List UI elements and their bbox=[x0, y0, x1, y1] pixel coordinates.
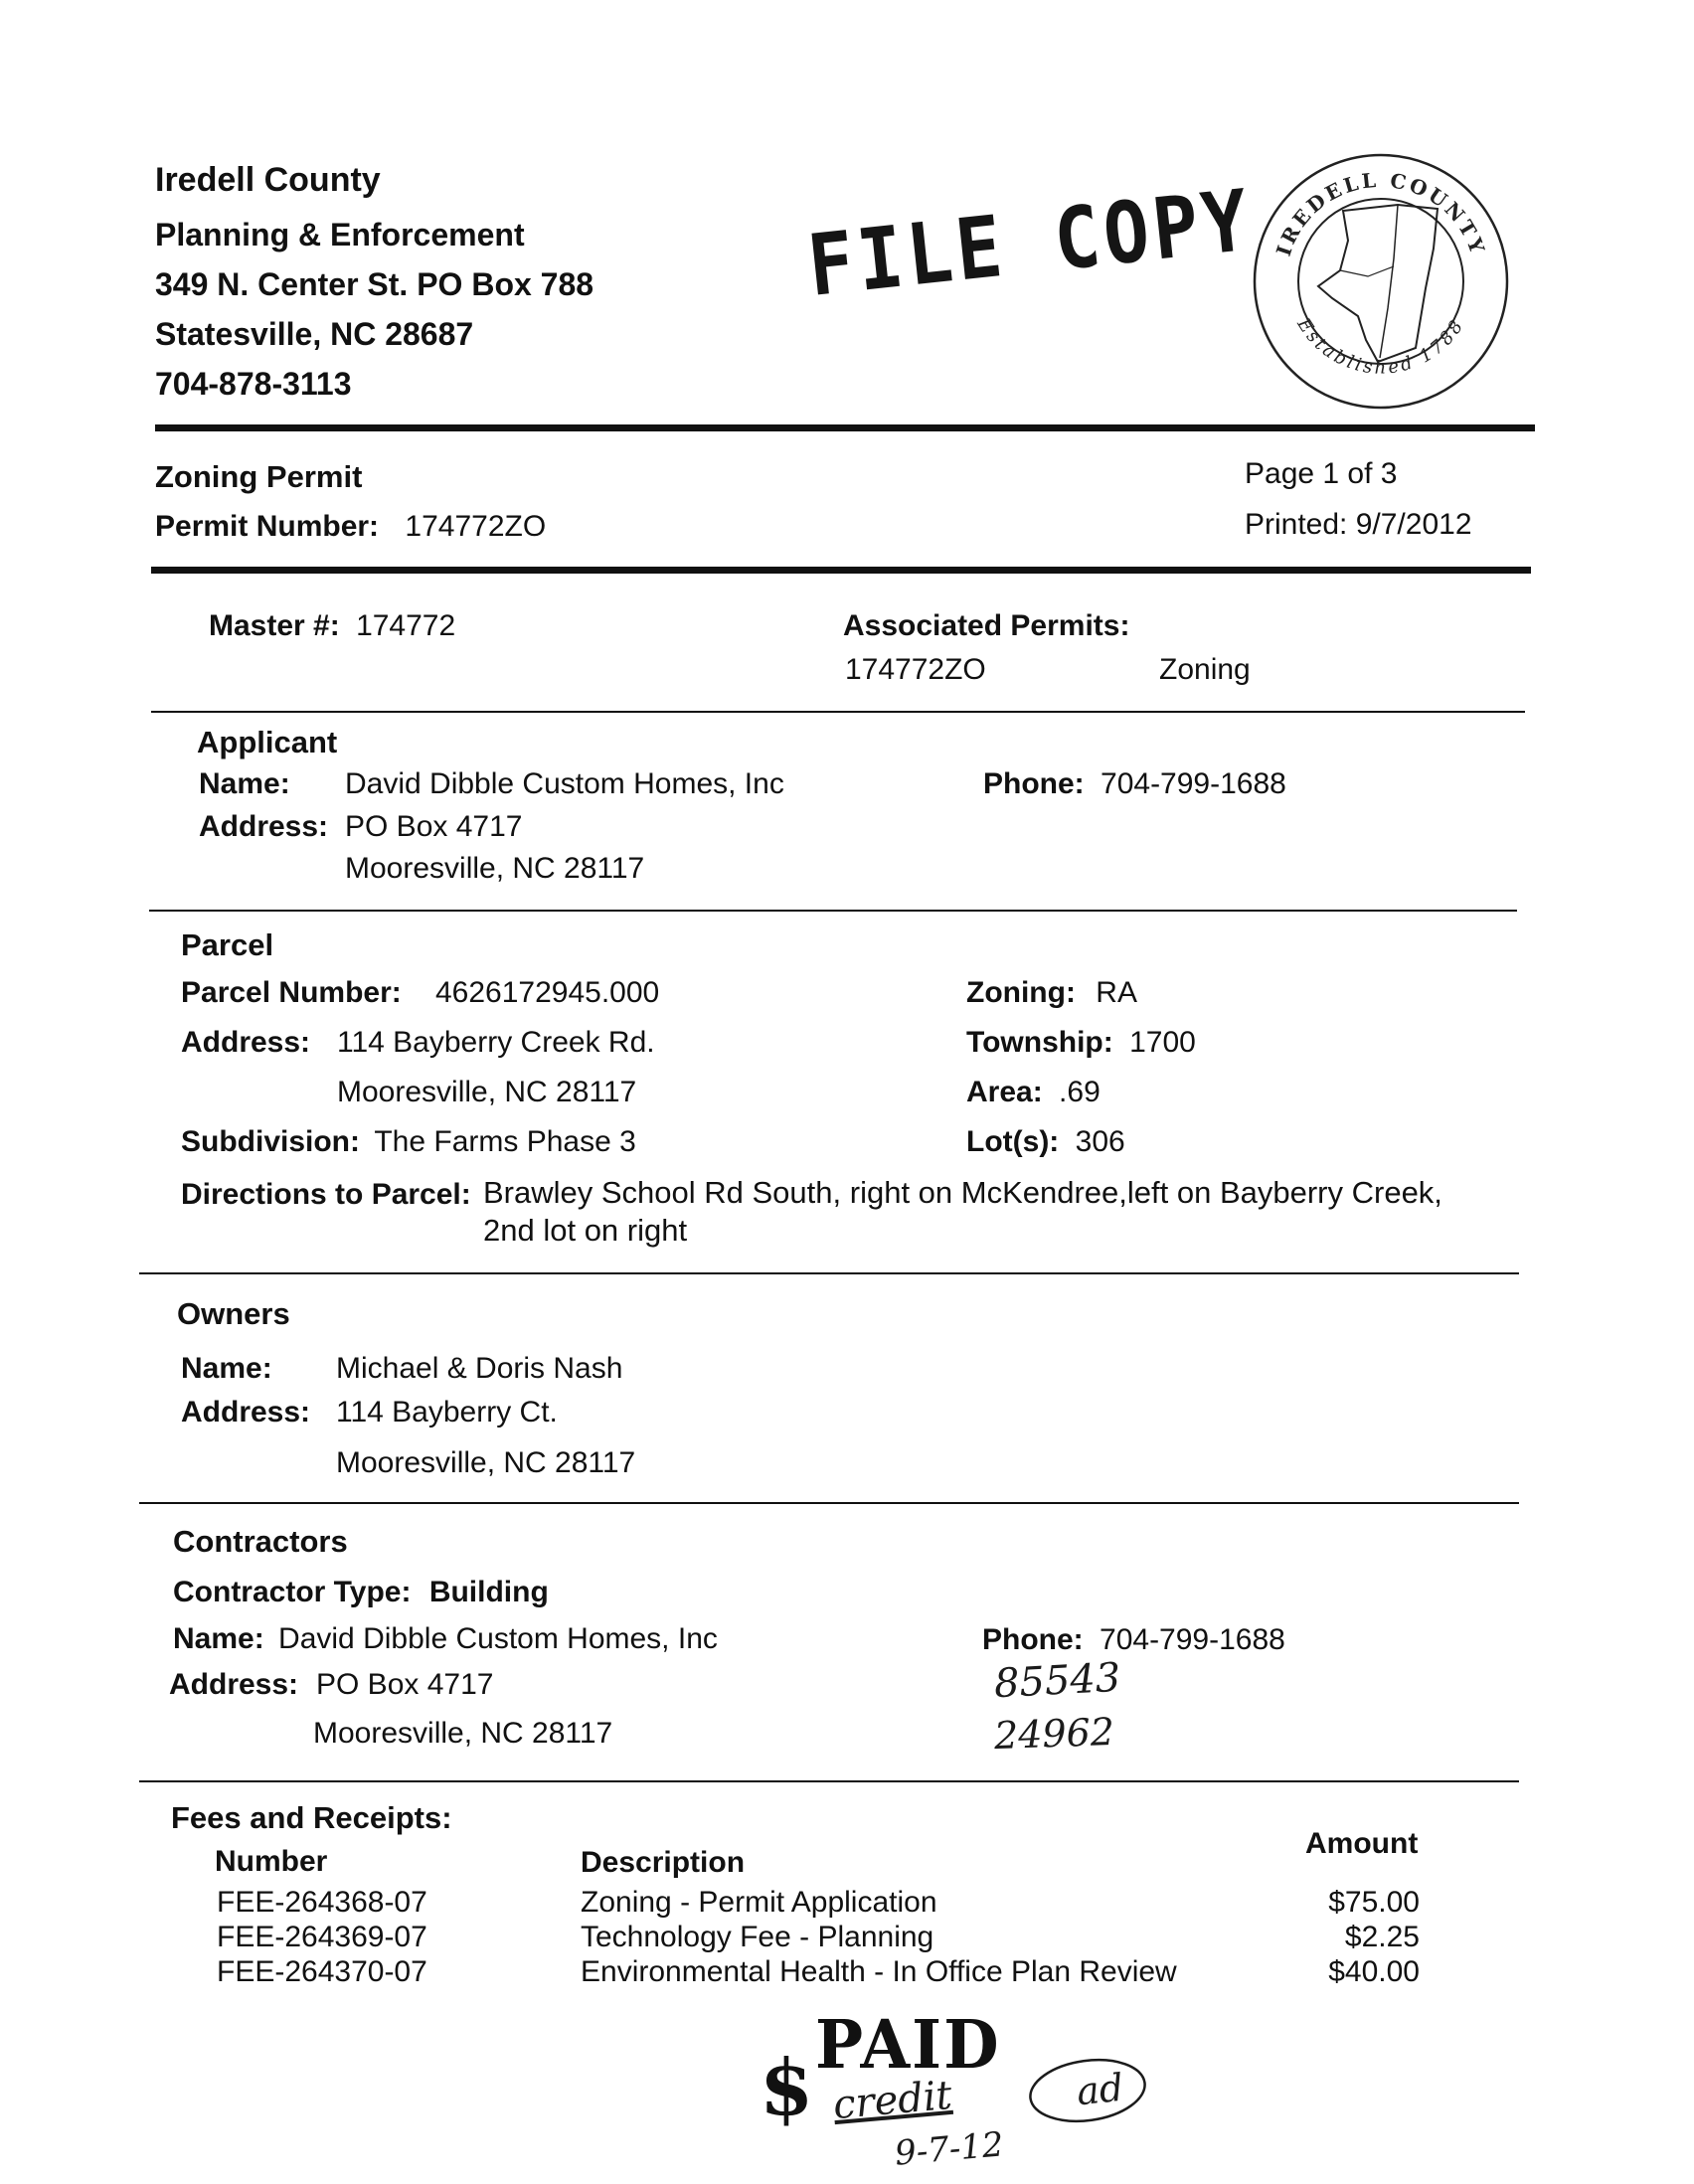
contractor-name-row bbox=[173, 1622, 718, 1656]
org-street: 349 N. Center St. PO Box 788 bbox=[155, 266, 594, 302]
owners-heading: Owners bbox=[177, 1296, 290, 1331]
contractor-address-label: Address: bbox=[169, 1668, 299, 1701]
department: Planning & Enforcement bbox=[155, 217, 525, 252]
fees-col-amount: Amount bbox=[1305, 1827, 1419, 1860]
township-row bbox=[966, 1026, 1196, 1060]
parcel-number: 4626172945.000 bbox=[435, 976, 660, 1009]
lots-label: Lot(s): bbox=[966, 1125, 1060, 1158]
org-name: Iredell County bbox=[155, 161, 381, 199]
seal-bottom-text: Established 1788 bbox=[1292, 314, 1469, 379]
county-seal-icon bbox=[1249, 149, 1513, 414]
contractor-phone-label: Phone: bbox=[982, 1623, 1084, 1656]
applicant-address-label: Address: bbox=[199, 810, 329, 843]
zoning-value: RA bbox=[1096, 976, 1137, 1009]
paid-initials: ad bbox=[1074, 2065, 1126, 2114]
handwritten-note-2: 24962 bbox=[993, 1709, 1115, 1759]
paid-date: 9-7-12 bbox=[893, 2124, 1006, 2174]
paid-word: PAID bbox=[815, 2006, 1001, 2085]
zoning-label: Zoning: bbox=[966, 976, 1076, 1009]
township-label: Township: bbox=[966, 1026, 1113, 1059]
parcel-address-label: Address: bbox=[181, 1026, 311, 1059]
owner-name: Michael & Doris Nash bbox=[336, 1352, 623, 1385]
contractor-name-label: Name: bbox=[173, 1622, 264, 1655]
fee-amount: $2.25 bbox=[1344, 1921, 1420, 1953]
applicant-phone-label: Phone: bbox=[983, 767, 1085, 800]
associated-permit-number: 174772ZO bbox=[845, 653, 986, 686]
directions-label: Directions to Parcel: bbox=[181, 1178, 471, 1211]
township-value: 1700 bbox=[1129, 1026, 1196, 1059]
parcel-heading: Parcel bbox=[181, 927, 274, 962]
handwritten-note-1: 85543 bbox=[992, 1654, 1122, 1708]
applicant-phone-row bbox=[983, 767, 1286, 801]
applicant-heading: Applicant bbox=[197, 725, 338, 759]
associated-permit-type: Zoning bbox=[1159, 653, 1251, 686]
associated-permits-label: Associated Permits: bbox=[843, 609, 1130, 642]
seal-top-text: IREDELL COUNTY bbox=[1270, 167, 1491, 259]
permit-rule bbox=[151, 567, 1531, 574]
contractor-name: David Dibble Custom Homes, Inc bbox=[278, 1622, 718, 1655]
fee-number: FEE-264369-07 bbox=[217, 1921, 427, 1953]
fee-number: FEE-264368-07 bbox=[217, 1886, 427, 1919]
section-divider bbox=[139, 1272, 1519, 1274]
dollar-sign-icon: $ bbox=[760, 2043, 814, 2133]
lots-row bbox=[966, 1125, 1125, 1159]
applicant-address-line1: PO Box 4717 bbox=[345, 810, 523, 843]
contractor-type-label: Contractor Type: bbox=[173, 1576, 412, 1608]
org-city: Statesville, NC 28687 bbox=[155, 316, 474, 352]
fees-col-number: Number bbox=[215, 1845, 328, 1878]
subdivision-label: Subdivision: bbox=[181, 1125, 360, 1158]
fee-amount: $40.00 bbox=[1328, 1955, 1420, 1988]
owner-address-label: Address: bbox=[181, 1396, 311, 1428]
contractor-type-row bbox=[173, 1576, 549, 1609]
zoning-row bbox=[966, 976, 1137, 1010]
owner-name-label: Name: bbox=[181, 1352, 272, 1385]
master-label: Master #: bbox=[209, 609, 340, 642]
section-divider bbox=[139, 1780, 1519, 1782]
file-copy-stamp: FILE COPY bbox=[803, 170, 1257, 316]
lots-value: 306 bbox=[1075, 1125, 1125, 1158]
contractor-address-line1: PO Box 4717 bbox=[316, 1668, 494, 1701]
parcel-number-label: Parcel Number: bbox=[181, 976, 402, 1009]
contractor-type-value: Building bbox=[428, 1576, 549, 1608]
applicant-name: David Dibble Custom Homes, Inc bbox=[345, 767, 784, 800]
contractor-address-line2: Mooresville, NC 28117 bbox=[313, 1717, 613, 1750]
master-row bbox=[209, 609, 455, 643]
section-divider bbox=[149, 910, 1517, 912]
printed-date: Printed: 9/7/2012 bbox=[1245, 508, 1472, 541]
fee-number: FEE-264370-07 bbox=[217, 1955, 427, 1988]
contractor-phone-row bbox=[982, 1623, 1285, 1657]
applicant-phone: 704-799-1688 bbox=[1101, 767, 1286, 800]
section-divider bbox=[151, 711, 1525, 713]
fee-description: Technology Fee - Planning bbox=[581, 1921, 934, 1953]
owner-address-line1: 114 Bayberry Ct. bbox=[336, 1396, 558, 1428]
area-value: .69 bbox=[1059, 1076, 1101, 1108]
permit-number-label: Permit Number: bbox=[155, 510, 380, 543]
subdivision-value: The Farms Phase 3 bbox=[374, 1125, 636, 1158]
fees-col-description: Description bbox=[581, 1846, 746, 1879]
fee-amount: $75.00 bbox=[1328, 1886, 1420, 1919]
applicant-name-label: Name: bbox=[199, 767, 290, 800]
header-rule bbox=[155, 424, 1535, 431]
fee-description: Environmental Health - In Office Plan Review bbox=[581, 1955, 1177, 1988]
permit-title: Zoning Permit bbox=[155, 459, 363, 494]
owner-address-line2: Mooresville, NC 28117 bbox=[336, 1446, 636, 1479]
area-label: Area: bbox=[966, 1076, 1043, 1108]
paid-note: credit bbox=[831, 2072, 954, 2129]
permit-number-row bbox=[155, 510, 546, 544]
directions-line2: 2nd lot on right bbox=[483, 1213, 688, 1248]
org-phone: 704-878-3113 bbox=[155, 366, 352, 402]
directions-line1: Brawley School Rd South, right on McKendree,left on Bayberry Creek, bbox=[483, 1175, 1442, 1210]
permit-number: 174772ZO bbox=[405, 510, 547, 543]
page-indicator: Page 1 of 3 bbox=[1245, 457, 1398, 490]
master-number: 174772 bbox=[356, 609, 456, 642]
fee-description: Zoning - Permit Application bbox=[581, 1886, 937, 1919]
subdivision-row bbox=[181, 1125, 636, 1159]
contractors-heading: Contractors bbox=[173, 1524, 348, 1559]
parcel-address-line1: 114 Bayberry Creek Rd. bbox=[337, 1026, 655, 1059]
area-row bbox=[966, 1076, 1101, 1109]
parcel-address-line2: Mooresville, NC 28117 bbox=[337, 1076, 637, 1108]
fees-heading: Fees and Receipts: bbox=[171, 1800, 452, 1835]
section-divider bbox=[139, 1502, 1519, 1504]
applicant-address-line2: Mooresville, NC 28117 bbox=[345, 852, 645, 885]
contractor-phone: 704-799-1688 bbox=[1100, 1623, 1285, 1656]
